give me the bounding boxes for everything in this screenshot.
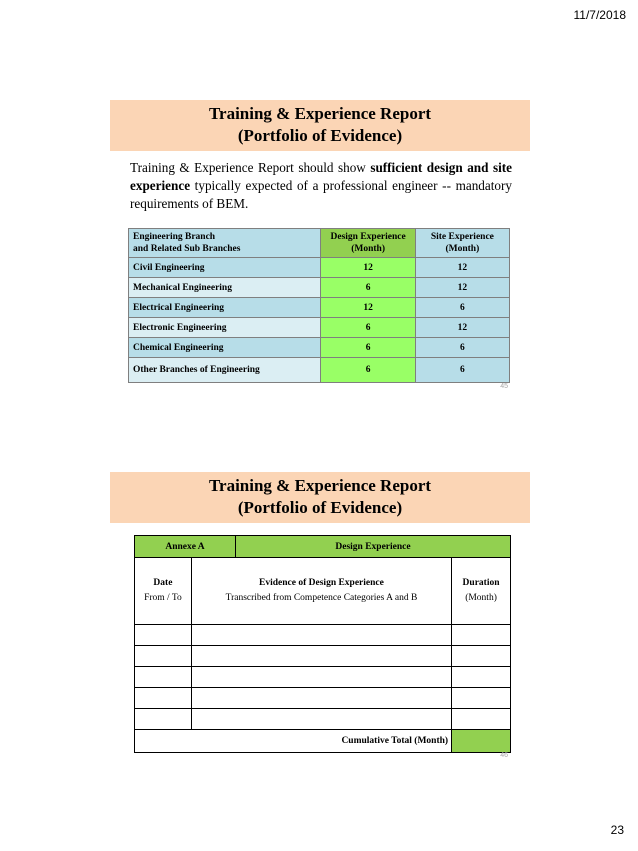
site-cell: 12 — [415, 278, 509, 298]
table-row — [129, 298, 510, 318]
column-header-row — [135, 558, 511, 625]
table-row — [129, 258, 510, 278]
branch-cell: Civil Engineering — [129, 258, 321, 278]
slide-number: 46 — [500, 752, 508, 759]
slide-46 — [110, 472, 530, 762]
duration-cell — [452, 688, 511, 709]
design-cell: 12 — [321, 258, 415, 278]
branch-cell: Mechanical Engineering — [129, 278, 321, 298]
duration-header — [452, 558, 511, 625]
table-row — [129, 318, 510, 338]
duration-cell — [452, 646, 511, 667]
header-design-line-2: (Month) — [351, 244, 385, 254]
duration-cell — [452, 667, 511, 688]
duration-cell — [452, 709, 511, 730]
table-row — [129, 358, 510, 383]
evidence-header — [191, 558, 451, 625]
header-site-line-2: (Month) — [445, 244, 480, 254]
title-line-2: (Portfolio of Evidence) — [237, 498, 403, 517]
design-experience-label: Design Experience — [236, 536, 511, 558]
design-cell: 6 — [321, 318, 415, 338]
date-cell — [135, 688, 192, 709]
evidence-cell — [191, 625, 451, 646]
date-line-2: From / To — [144, 593, 182, 603]
table-row — [135, 688, 511, 709]
branch-cell: Chemical Engineering — [129, 338, 321, 358]
branch-cell: Other Branches of Engineering — [129, 358, 321, 383]
table-row — [135, 667, 511, 688]
cumulative-total-label: Cumulative Total (Month) — [135, 730, 452, 753]
header-branch — [129, 229, 321, 258]
evidence-line-2: Transcribed from Competence Categories A and B — [225, 593, 418, 603]
slide-number: 45 — [500, 383, 508, 390]
slide-body-text — [130, 159, 512, 213]
table-header-row — [129, 229, 510, 258]
cumulative-total-value — [452, 730, 511, 753]
site-cell: 6 — [415, 338, 509, 358]
evidence-line-1: Evidence of Design Experience — [259, 578, 384, 588]
site-cell: 6 — [415, 298, 509, 318]
site-cell: 12 — [415, 318, 509, 338]
slide-45 — [110, 100, 530, 395]
annexe-a-table — [134, 535, 511, 558]
body-bold: sufficient design and site experience — [130, 160, 512, 193]
table-row — [129, 338, 510, 358]
page-number: 23 — [610, 823, 624, 837]
page-date: 11/7/2018 — [573, 8, 626, 22]
header-branch-line-2: and Related Sub Branches — [133, 244, 241, 254]
slide-title — [110, 100, 530, 151]
experience-requirements-table — [128, 228, 510, 383]
evidence-table — [134, 557, 511, 753]
date-header — [135, 558, 192, 625]
branch-cell: Electronic Engineering — [129, 318, 321, 338]
evidence-cell — [191, 646, 451, 667]
header-branch-line-1: Engineering Branch — [133, 232, 216, 242]
design-cell: 12 — [321, 298, 415, 318]
evidence-cell — [191, 709, 451, 730]
date-cell — [135, 667, 192, 688]
header-design — [321, 229, 415, 258]
site-cell: 12 — [415, 258, 509, 278]
table-row — [135, 625, 511, 646]
body-part-2: typically expected of a professional engineer -- mandatory requirements of BEM. — [130, 178, 512, 211]
title-line-2: (Portfolio of Evidence) — [237, 126, 403, 145]
title-line-1: Training & Experience Report — [208, 104, 432, 123]
table-row — [135, 709, 511, 730]
design-cell: 6 — [321, 358, 415, 383]
date-cell — [135, 709, 192, 730]
body-part-1: Training & Experience Report should show — [130, 160, 371, 175]
duration-cell — [452, 625, 511, 646]
table-row — [135, 646, 511, 667]
branch-cell: Electrical Engineering — [129, 298, 321, 318]
cumulative-total-row — [135, 730, 511, 753]
evidence-cell — [191, 667, 451, 688]
table-row — [129, 278, 510, 298]
header-design-line-1: Design Experience — [330, 232, 406, 242]
annex-label: Annexe A — [135, 536, 236, 558]
duration-line-1: Duration — [462, 578, 500, 588]
evidence-cell — [191, 688, 451, 709]
site-cell: 6 — [415, 358, 509, 383]
header-site-line-1: Site Experience — [430, 232, 494, 242]
date-cell — [135, 625, 192, 646]
title-line-1: Training & Experience Report — [208, 476, 432, 495]
header-site — [415, 229, 509, 258]
duration-line-2: (Month) — [465, 593, 497, 603]
design-cell: 6 — [321, 338, 415, 358]
design-cell: 6 — [321, 278, 415, 298]
annex-header-row — [135, 536, 511, 558]
slide-title — [110, 472, 530, 523]
date-cell — [135, 646, 192, 667]
date-line-1: Date — [153, 578, 173, 588]
